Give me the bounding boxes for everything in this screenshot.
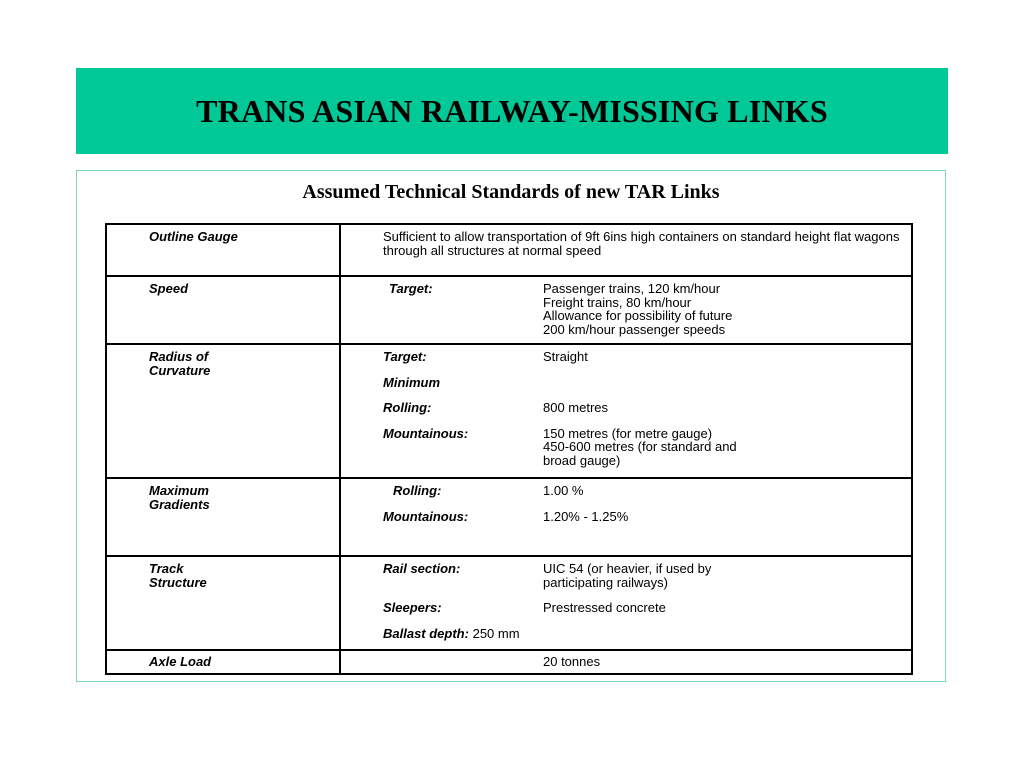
param-label-axle: Axle Load: [149, 654, 212, 669]
content-box: [76, 170, 946, 682]
table-row-gradients: [106, 478, 912, 556]
table-caption: Assumed Technical Standards of new TAR Links: [302, 181, 720, 203]
table-row-radius: [106, 344, 912, 478]
spec-cell: [340, 224, 912, 276]
radius-mountainous-line: broad gauge): [543, 452, 621, 468]
param-label-line: Track: [149, 561, 184, 576]
track-rail-line: UIC 54 (or heavier, if used by: [543, 561, 712, 576]
track-sleepers-value: Prestressed concrete: [543, 600, 666, 615]
radius-mountainous-line: 450-600 metres (for standard and: [543, 439, 737, 454]
outline-gauge-desc: Sufficient to allow transportation of 9ft 6ins high containers on standard height flat wagons through all structures at normal speed: [383, 229, 900, 258]
param-label-line: Curvature: [149, 362, 211, 378]
param-cell: [106, 276, 340, 344]
track-sleepers-label: Sleepers:: [383, 600, 442, 615]
title-band: [76, 68, 948, 154]
page-title: TRANS ASIAN RAILWAY-MISSING LINKS: [196, 92, 828, 129]
spec-cell: [340, 650, 912, 674]
speed-target-line: Allowance for possibility of future: [543, 308, 733, 323]
radius-target-label: Target:: [383, 349, 427, 364]
table-row-track: [106, 556, 912, 650]
param-label-line: Gradients: [149, 496, 210, 512]
radius-target-value: Straight: [543, 349, 588, 364]
radius-rolling-value: 800 metres: [543, 400, 609, 415]
param-cell: [106, 650, 340, 674]
gradients-rolling-value: 1.00 %: [543, 483, 584, 498]
gradients-mountainous-value: 1.20% - 1.25%: [543, 508, 629, 524]
param-cell: [106, 344, 340, 478]
table-row-axle: [106, 650, 912, 674]
param-label-outline-gauge: Outline Gauge: [149, 229, 238, 244]
param-label-line: Structure: [149, 574, 207, 590]
spec-cell: [340, 344, 912, 478]
speed-target-line: Passenger trains, 120 km/hour: [543, 281, 721, 296]
param-label-line: Maximum: [149, 483, 209, 498]
param-cell: [106, 556, 340, 650]
gradients-mountainous-label: Mountainous:: [383, 508, 469, 524]
standards-table: [105, 223, 913, 675]
param-cell: [106, 224, 340, 276]
param-cell: [106, 478, 340, 556]
track-rail-line: participating railways): [543, 574, 668, 590]
track-ballast-value: 250 mm: [472, 625, 520, 641]
track-ballast-label: Ballast depth:: [383, 625, 469, 641]
radius-mountainous-line: 150 metres (for metre gauge): [543, 425, 713, 441]
spec-cell: [340, 478, 912, 556]
param-label-speed: Speed: [149, 281, 189, 296]
speed-target-line: Freight trains, 80 km/hour: [543, 294, 692, 310]
radius-rolling-label: Rolling:: [383, 400, 432, 415]
track-rail-label: Rail section:: [383, 561, 461, 576]
param-label-radius: [107, 345, 339, 377]
spec-cell: [340, 276, 912, 344]
axle-load-value: 20 tonnes: [543, 654, 601, 669]
param-label-gradients: [107, 479, 339, 511]
param-label-track: [107, 557, 339, 589]
param-label-line: Radius of: [149, 349, 209, 364]
gradients-rolling-label: Rolling:: [393, 483, 442, 498]
radius-mountainous-label: Mountainous:: [383, 425, 469, 441]
spec-cell: [340, 556, 912, 650]
table-row-speed: [106, 276, 912, 344]
speed-target-label: Target:: [389, 281, 433, 296]
radius-minimum-label: Minimum: [383, 374, 441, 390]
speed-target-line: 200 km/hour passenger speeds: [543, 321, 726, 337]
table-row-outline-gauge: [106, 224, 912, 276]
